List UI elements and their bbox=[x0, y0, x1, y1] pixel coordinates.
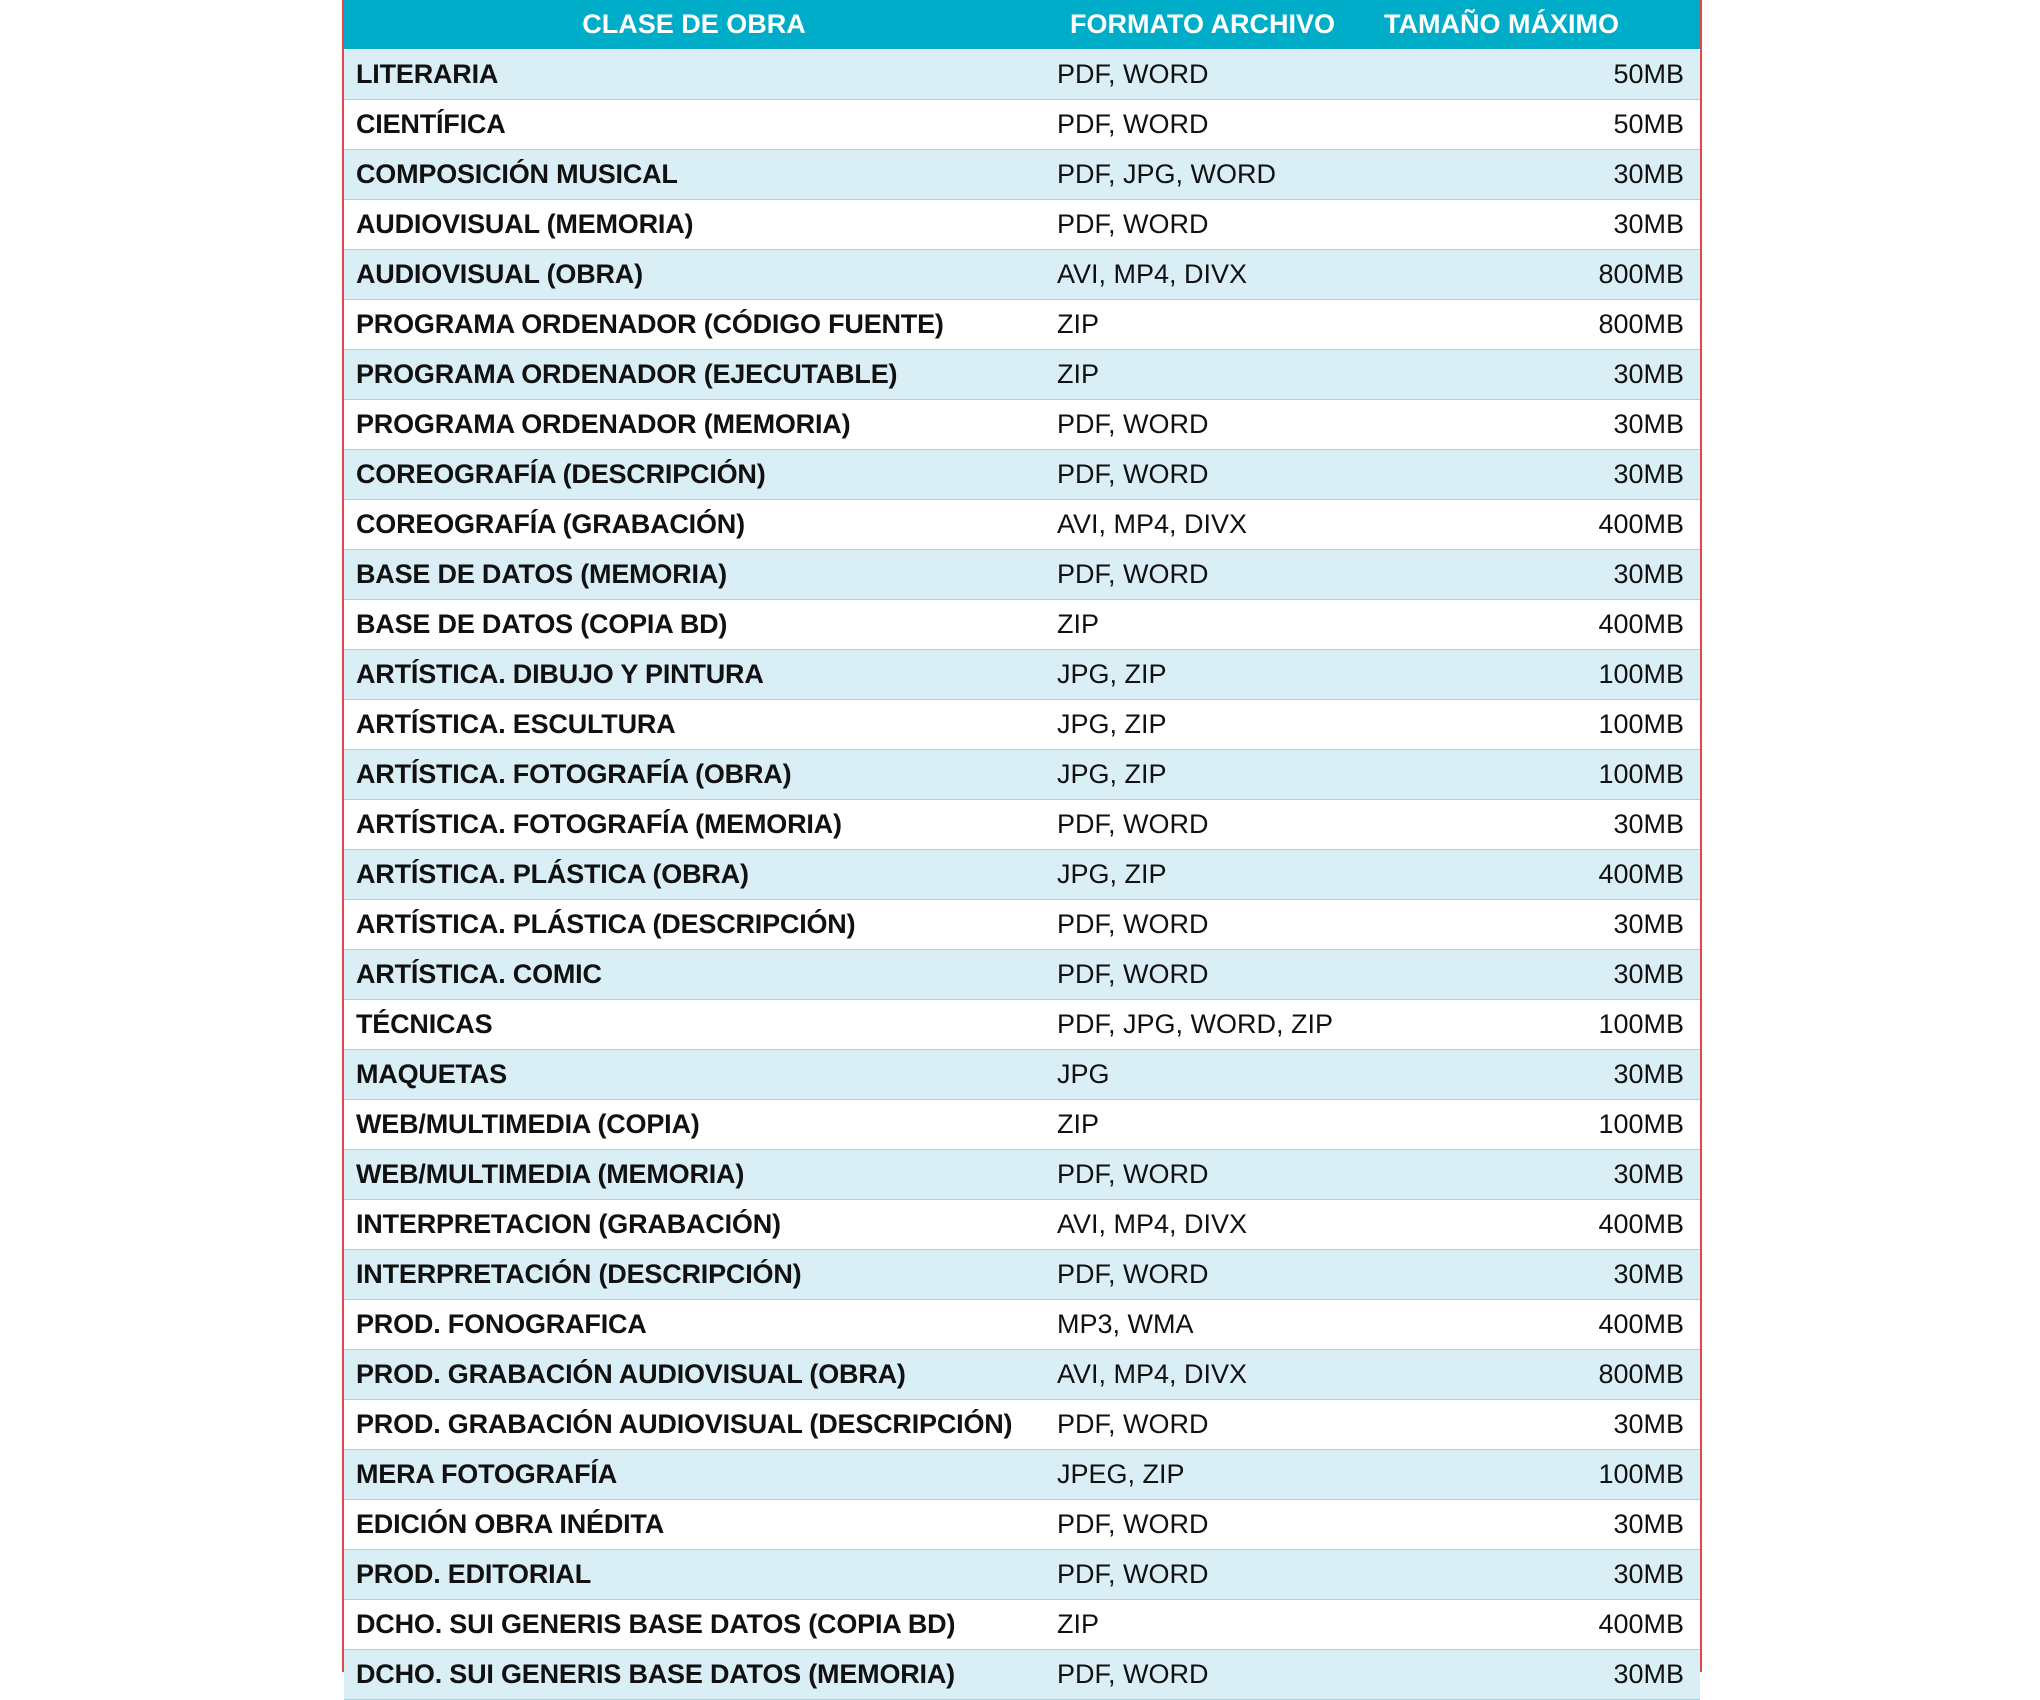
formato-cell: PDF, WORD bbox=[1044, 1250, 1374, 1300]
tamano-cell: 400MB bbox=[1374, 850, 1700, 900]
tamano-cell: 30MB bbox=[1374, 150, 1700, 200]
formato-cell: AVI, MP4, DIVX bbox=[1044, 1200, 1374, 1250]
tamano-cell: 400MB bbox=[1374, 600, 1700, 650]
tamano-cell: 30MB bbox=[1374, 450, 1700, 500]
tamano-cell: 800MB bbox=[1374, 300, 1700, 350]
clase-cell: LITERARIA bbox=[344, 50, 1044, 100]
formato-cell: JPG bbox=[1044, 1050, 1374, 1100]
file-format-table bbox=[342, 0, 1702, 1689]
clase-cell: MAQUETAS bbox=[344, 1050, 1044, 1100]
table-row bbox=[344, 1650, 1700, 1700]
tamano-cell: 100MB bbox=[1374, 750, 1700, 800]
clase-cell: AUDIOVISUAL (OBRA) bbox=[344, 250, 1044, 300]
formato-cell: ZIP bbox=[1044, 1100, 1374, 1150]
header-row bbox=[344, 0, 1700, 50]
formato-cell: PDF, WORD bbox=[1044, 900, 1374, 950]
tamano-cell: 400MB bbox=[1374, 1300, 1700, 1350]
formato-cell: PDF, WORD bbox=[1044, 550, 1374, 600]
formato-cell: ZIP bbox=[1044, 350, 1374, 400]
clase-cell: AUDIOVISUAL (MEMORIA) bbox=[344, 200, 1044, 250]
clase-cell: ARTÍSTICA. COMIC bbox=[344, 950, 1044, 1000]
table-row bbox=[344, 500, 1700, 550]
tamano-cell: 30MB bbox=[1374, 400, 1700, 450]
tamano-cell: 30MB bbox=[1374, 200, 1700, 250]
clase-cell: BASE DE DATOS (MEMORIA) bbox=[344, 550, 1044, 600]
tamano-cell: 30MB bbox=[1374, 950, 1700, 1000]
table-row bbox=[344, 1000, 1700, 1050]
table-row bbox=[344, 450, 1700, 500]
clase-cell: PROD. FONOGRAFICA bbox=[344, 1300, 1044, 1350]
table-row bbox=[344, 1200, 1700, 1250]
table-row bbox=[344, 1550, 1700, 1600]
tamano-cell: 800MB bbox=[1374, 1350, 1700, 1400]
clase-cell: BASE DE DATOS (COPIA BD) bbox=[344, 600, 1044, 650]
tamano-cell: 30MB bbox=[1374, 1150, 1700, 1200]
table-row bbox=[344, 1500, 1700, 1550]
table-row bbox=[344, 1250, 1700, 1300]
tamano-cell: 100MB bbox=[1374, 700, 1700, 750]
formato-cell: PDF, WORD bbox=[1044, 1150, 1374, 1200]
header-clase-de-obra: CLASE DE OBRA bbox=[344, 0, 1044, 50]
formato-cell: ZIP bbox=[1044, 300, 1374, 350]
clase-cell: PROGRAMA ORDENADOR (EJECUTABLE) bbox=[344, 350, 1044, 400]
tamano-cell: 50MB bbox=[1374, 100, 1700, 150]
clase-cell: ARTÍSTICA. DIBUJO Y PINTURA bbox=[344, 650, 1044, 700]
clase-cell: DCHO. SUI GENERIS BASE DATOS (COPIA BD) bbox=[344, 1600, 1044, 1650]
clase-cell: INTERPRETACION (GRABACIÓN) bbox=[344, 1200, 1044, 1250]
table-row bbox=[344, 550, 1700, 600]
tamano-cell: 100MB bbox=[1374, 1450, 1700, 1500]
tamano-cell: 400MB bbox=[1374, 1200, 1700, 1250]
tamano-cell: 30MB bbox=[1374, 900, 1700, 950]
tamano-cell: 30MB bbox=[1374, 1050, 1700, 1100]
tamano-cell: 400MB bbox=[1374, 500, 1700, 550]
tamano-cell: 30MB bbox=[1374, 1250, 1700, 1300]
formato-cell: PDF, WORD bbox=[1044, 800, 1374, 850]
tamano-cell: 30MB bbox=[1374, 1500, 1700, 1550]
table-row bbox=[344, 250, 1700, 300]
table-row bbox=[344, 300, 1700, 350]
table-row bbox=[344, 1450, 1700, 1500]
tamano-cell: 100MB bbox=[1374, 1000, 1700, 1050]
clase-cell: TÉCNICAS bbox=[344, 1000, 1044, 1050]
clase-cell: PROGRAMA ORDENADOR (CÓDIGO FUENTE) bbox=[344, 300, 1044, 350]
table-row bbox=[344, 1300, 1700, 1350]
formato-cell: PDF, JPG, WORD, ZIP bbox=[1044, 1000, 1374, 1050]
clase-cell: ARTÍSTICA. PLÁSTICA (DESCRIPCIÓN) bbox=[344, 900, 1044, 950]
clase-cell: ARTÍSTICA. FOTOGRAFÍA (OBRA) bbox=[344, 750, 1044, 800]
formato-cell: PDF, WORD bbox=[1044, 100, 1374, 150]
tamano-cell: 100MB bbox=[1374, 1100, 1700, 1150]
tamano-cell: 400MB bbox=[1374, 1600, 1700, 1650]
clase-cell: PROD. EDITORIAL bbox=[344, 1550, 1044, 1600]
table-row bbox=[344, 800, 1700, 850]
table-row bbox=[344, 600, 1700, 650]
clase-cell: COREOGRAFÍA (GRABACIÓN) bbox=[344, 500, 1044, 550]
clase-cell: INTERPRETACIÓN (DESCRIPCIÓN) bbox=[344, 1250, 1044, 1300]
clase-cell: ARTÍSTICA. ESCULTURA bbox=[344, 700, 1044, 750]
table-row bbox=[344, 650, 1700, 700]
clase-cell: COMPOSICIÓN MUSICAL bbox=[344, 150, 1044, 200]
tamano-cell: 50MB bbox=[1374, 50, 1700, 100]
table-body bbox=[344, 50, 1700, 1700]
clase-cell: CIENTÍFICA bbox=[344, 100, 1044, 150]
header-formato-archivo: FORMATO ARCHIVO bbox=[1044, 0, 1374, 50]
table-row bbox=[344, 950, 1700, 1000]
table-row bbox=[344, 1050, 1700, 1100]
tamano-cell: 30MB bbox=[1374, 1650, 1700, 1700]
table-row bbox=[344, 1400, 1700, 1450]
table-header bbox=[344, 0, 1700, 50]
formato-cell: JPG, ZIP bbox=[1044, 750, 1374, 800]
formato-cell: AVI, MP4, DIVX bbox=[1044, 250, 1374, 300]
clase-cell: WEB/MULTIMEDIA (COPIA) bbox=[344, 1100, 1044, 1150]
formato-cell: PDF, WORD bbox=[1044, 1550, 1374, 1600]
formato-cell: AVI, MP4, DIVX bbox=[1044, 500, 1374, 550]
tamano-cell: 30MB bbox=[1374, 800, 1700, 850]
table-row bbox=[344, 150, 1700, 200]
table-row bbox=[344, 1350, 1700, 1400]
formato-cell: PDF, JPG, WORD bbox=[1044, 150, 1374, 200]
table-row bbox=[344, 700, 1700, 750]
table-row bbox=[344, 400, 1700, 450]
formato-cell: JPG, ZIP bbox=[1044, 850, 1374, 900]
formato-cell: PDF, WORD bbox=[1044, 950, 1374, 1000]
clase-cell: COREOGRAFÍA (DESCRIPCIÓN) bbox=[344, 450, 1044, 500]
tamano-cell: 30MB bbox=[1374, 1400, 1700, 1450]
clase-cell: PROD. GRABACIÓN AUDIOVISUAL (DESCRIPCIÓN) bbox=[344, 1400, 1044, 1450]
table bbox=[344, 0, 1700, 1700]
table-row bbox=[344, 850, 1700, 900]
header-tamano-maximo: TAMAÑO MÁXIMO bbox=[1374, 0, 1700, 50]
table-row bbox=[344, 50, 1700, 100]
formato-cell: PDF, WORD bbox=[1044, 1500, 1374, 1550]
formato-cell: AVI, MP4, DIVX bbox=[1044, 1350, 1374, 1400]
clase-cell: ARTÍSTICA. PLÁSTICA (OBRA) bbox=[344, 850, 1044, 900]
formato-cell: JPG, ZIP bbox=[1044, 700, 1374, 750]
clase-cell: EDICIÓN OBRA INÉDITA bbox=[344, 1500, 1044, 1550]
clase-cell: DCHO. SUI GENERIS BASE DATOS (MEMORIA) bbox=[344, 1650, 1044, 1700]
table-row bbox=[344, 350, 1700, 400]
tamano-cell: 30MB bbox=[1374, 1550, 1700, 1600]
table-row bbox=[344, 1100, 1700, 1150]
formato-cell: JPG, ZIP bbox=[1044, 650, 1374, 700]
formato-cell: PDF, WORD bbox=[1044, 1400, 1374, 1450]
tamano-cell: 30MB bbox=[1374, 350, 1700, 400]
formato-cell: PDF, WORD bbox=[1044, 450, 1374, 500]
table-row bbox=[344, 900, 1700, 950]
formato-cell: MP3, WMA bbox=[1044, 1300, 1374, 1350]
formato-cell: PDF, WORD bbox=[1044, 1650, 1374, 1700]
table-row bbox=[344, 100, 1700, 150]
clase-cell: PROGRAMA ORDENADOR (MEMORIA) bbox=[344, 400, 1044, 450]
table-row bbox=[344, 200, 1700, 250]
clase-cell: MERA FOTOGRAFÍA bbox=[344, 1450, 1044, 1500]
clase-cell: PROD. GRABACIÓN AUDIOVISUAL (OBRA) bbox=[344, 1350, 1044, 1400]
tamano-cell: 800MB bbox=[1374, 250, 1700, 300]
table-row bbox=[344, 1150, 1700, 1200]
formato-cell: ZIP bbox=[1044, 600, 1374, 650]
formato-cell: ZIP bbox=[1044, 1600, 1374, 1650]
table-row bbox=[344, 1600, 1700, 1650]
formato-cell: PDF, WORD bbox=[1044, 50, 1374, 100]
clase-cell: ARTÍSTICA. FOTOGRAFÍA (MEMORIA) bbox=[344, 800, 1044, 850]
formato-cell: JPEG, ZIP bbox=[1044, 1450, 1374, 1500]
tamano-cell: 100MB bbox=[1374, 650, 1700, 700]
clase-cell: WEB/MULTIMEDIA (MEMORIA) bbox=[344, 1150, 1044, 1200]
table-row bbox=[344, 750, 1700, 800]
formato-cell: PDF, WORD bbox=[1044, 200, 1374, 250]
formato-cell: PDF, WORD bbox=[1044, 400, 1374, 450]
tamano-cell: 30MB bbox=[1374, 550, 1700, 600]
